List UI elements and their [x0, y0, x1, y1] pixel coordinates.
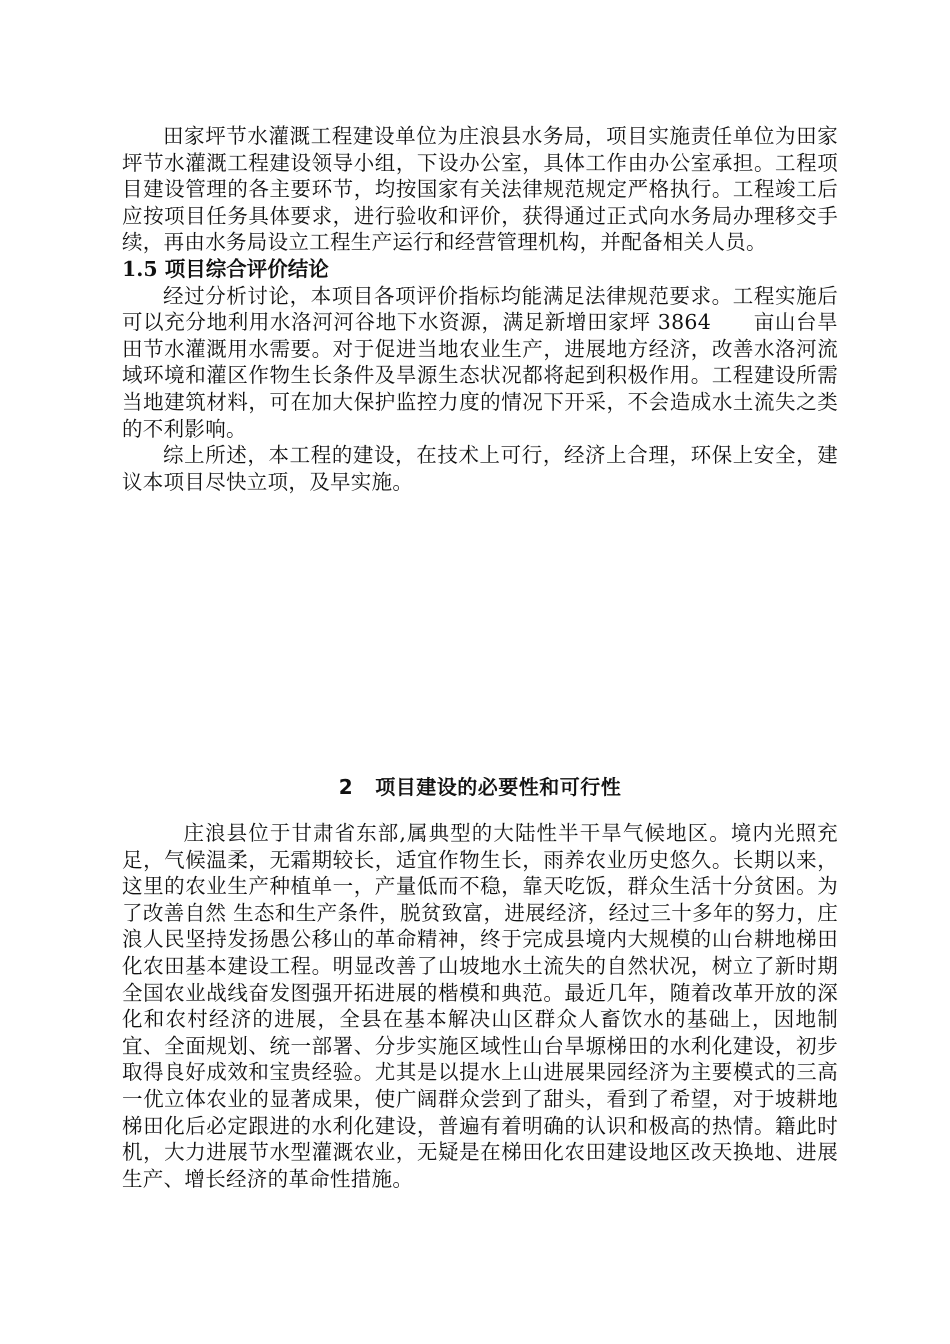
- chapter-title-text: 项目建设的必要性和可行性: [375, 775, 622, 799]
- chapter-title: [122, 773, 838, 801]
- paragraph-construction-unit: 田家坪节水灌溉工程建设单位为庄浪县水务局，项目实施责任单位为田家坪节水灌溉工程建设领导小组，下设办公室，具体工作由办公室承担。工程项目建设管理的各主要环节，均按国家有关法律规范规定严格执行。工程竣工后应按项目任务具体要求，进行验收和评价，获得通过正式向水务局办理移交手续，再由水务局设立工程生产运行和经营管理机构，并配备相关人员。: [122, 124, 838, 255]
- paragraph-summary: 综上所述，本工程的建设，在技术上可行，经济上合理，环保上安全，建议本项目尽快立项，及早实施。: [122, 443, 838, 494]
- paragraph-evaluation: 经过分析讨论，本项目各项评价指标均能满足法律规范要求。工程实施后可以充分地利用水洛河河谷地下水资源，满足新增田家坪 3864 亩山台旱田节水灌溉用水需要。对于促进当地农业生产，进展地方经济，改善水洛河流域环境和灌区作物生长条件及旱源生态状况都将起到积极作用。工程建设所需当地建筑材料，可在加大保护监控力度的情况下开采，不会造成水土流失之类的不利影响。: [122, 283, 838, 441]
- chapter-number: 2: [338, 775, 354, 799]
- text-block-section-1: [122, 123, 838, 495]
- text-block-chapter-2: [122, 820, 838, 1192]
- paragraph-county-overview: 庄浪县位于甘肃省东部,属典型的大陆性半干旱气候地区。境内光照充足，气候温柔，无霜期较长，适宜作物生长，雨养农业历史悠久。长期以来，这里的农业生产种植单一，产量低而不稳，靠天吃饭，群众生活十分贫困。为了改善自然 生态和生产条件，脱贫致富，进展经济，经过三十多年的努力，庄浪人民坚持发扬愚公移山的革命精神，终于完成县境内大规模的山台耕地梯田化农田基本建设工程。明显改善了山坡地水土流失的自然状况，树立了新时期全国农业战线奋发图强开拓进展的楷模和典范。最近几年，随着改革开放的深化和农村经济的进展，全县在基本解决山区群众人畜饮水的基础上，因地制宜、全面规划、统一部署、分步实施区域性山台旱塬梯田的水利化建设，初步取得良好成效和宝贵经验。尤其是以提水上山进展果园经济为主要模式的三高一优立体农业的显著成果，使广阔群众尝到了甜头，看到了希望，对于坡耕地梯田化后必定跟进的水利化建设，普遍有着明确的认识和极高的热情。籍此时机，大力进展节水型灌溉农业，无疑是在梯田化农田建设地区改天换地、进展生产、增长经济的革命性措施。: [122, 821, 838, 1191]
- section-heading: 1.5 项目综合评价结论: [122, 256, 329, 281]
